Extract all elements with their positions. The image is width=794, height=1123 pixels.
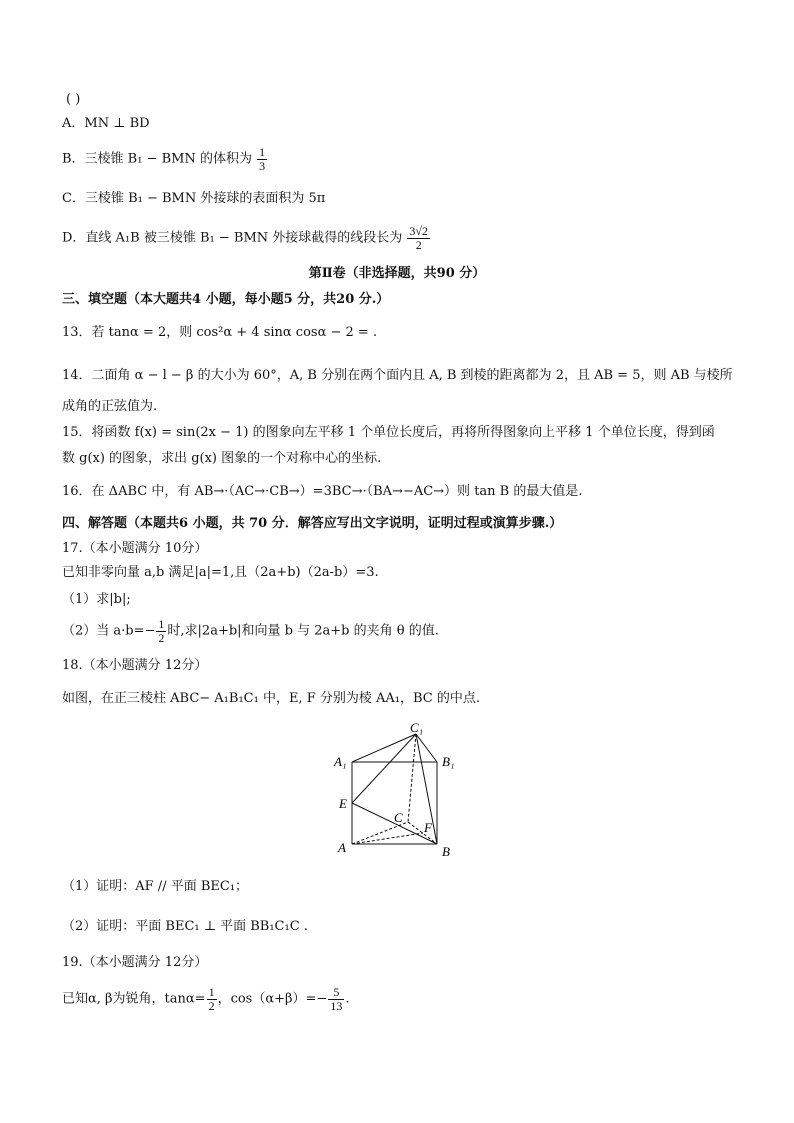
- question-14-line1: 14．二面角 α − l − β 的大小为 60°，A, B 分别在两个面内且 A, B 到棱的距离都为 2，且 AB = 5，则 AB 与棱所: [62, 368, 733, 383]
- question-13: 13．若 tanα = 2，则 cos²α + 4 sinα cosα − 2 = .: [62, 325, 378, 340]
- fraction-numerator: 5: [328, 986, 344, 1000]
- part2-title: 第Ⅱ卷（非选择题，共90 分）: [308, 266, 486, 281]
- label-c: C: [394, 810, 403, 825]
- q12-paren: ( ): [66, 92, 81, 107]
- q19-prefix: 已知α, β为锐角，tanα=: [62, 991, 206, 1007]
- fraction-numerator: 1: [259, 145, 266, 159]
- fraction-denominator: 3: [259, 158, 266, 173]
- q17-part2-prefix: （2）当 a·b=−: [62, 623, 156, 639]
- q19-suffix: .: [345, 991, 350, 1007]
- fraction-denominator: 13: [330, 998, 343, 1013]
- q18-stem: 如图，在正三棱柱 ABC− A₁B₁C₁ 中，E, F 分别为棱 AA₁，BC 的中点.: [62, 691, 480, 706]
- fraction-numerator: 1: [208, 985, 215, 999]
- q19-stem: [62, 986, 349, 1012]
- q18-part2: （2）证明：平面 BEC₁ ⊥ 平面 BB₁C₁C .: [62, 919, 308, 934]
- q12-option-d-fraction: [407, 225, 430, 251]
- label-a: A: [338, 840, 346, 855]
- fraction-numerator: 1: [158, 617, 165, 631]
- fraction-denominator: 2: [208, 998, 215, 1013]
- q12-option-d-text: D．直线 A₁B 被三棱锥 B₁ − BMN 外接球截得的线段长为: [62, 230, 403, 246]
- prism-figure: [330, 722, 470, 867]
- fraction-numerator: 3√2: [409, 224, 429, 238]
- section4-title: 四、解答题（本题共6 小题，共 70 分．解答应写出文字说明，证明过程或演算步骤.）: [62, 516, 563, 531]
- q12-option-d: [62, 225, 431, 251]
- q19-header: 19.（本小题满分 12分）: [62, 955, 208, 970]
- q18-part1: （1）证明：AF // 平面 BEC₁；: [62, 879, 249, 894]
- q12-option-b-fraction: [257, 146, 267, 172]
- fraction-denominator: 2: [415, 237, 422, 252]
- q17-part1: （1）求|b|;: [62, 592, 131, 607]
- q17-header: 17.（本小题满分 10分）: [62, 541, 208, 556]
- question-14-line2: 成角的正弦值为.: [62, 399, 158, 414]
- label-b: B: [442, 844, 450, 859]
- q12-option-b: [62, 146, 268, 172]
- label-f: F: [424, 820, 432, 835]
- q17-part2: [62, 618, 439, 644]
- fraction-denominator: 2: [158, 630, 165, 645]
- q18-header: 18.（本小题满分 12分）: [62, 658, 208, 673]
- q19-fraction-tan: [207, 986, 217, 1012]
- q17-part2-suffix: 时,求|2a+b|和向量 b 与 2a+b 的夹角 θ 的值.: [167, 623, 439, 639]
- q12-option-c: C．三棱锥 B₁ − BMN 外接球的表面积为 5π: [62, 191, 326, 206]
- q19-middle: ，cos（α+β）=−: [217, 991, 328, 1007]
- question-15-line2: 数 g(x) 的图象，求出 g(x) 图象的一个对称中心的坐标.: [62, 451, 382, 466]
- q19-fraction-cos: [328, 986, 344, 1012]
- section3-title: 三、填空题（本大题共4 小题，每小题5 分，共20 分.）: [62, 292, 390, 307]
- label-c1: C₁: [410, 722, 424, 735]
- q12-option-a: A．MN ⊥ BD: [62, 116, 150, 131]
- label-e: E: [339, 796, 347, 811]
- q17-stem: 已知非零向量 a,b 满足|a|=1,且（2a+b)（2a-b）=3.: [62, 565, 379, 580]
- question-15-line1: 15．将函数 f(x) = sin(2x − 1) 的图象向左平移 1 个单位长度后，再将所得图象向上平移 1 个单位长度，得到函: [62, 425, 715, 440]
- q17-part2-fraction: [156, 618, 166, 644]
- q12-option-b-text: B．三棱锥 B₁ − BMN 的体积为: [62, 151, 252, 167]
- label-b1: B₁: [442, 754, 455, 769]
- label-a1: A₁: [334, 754, 347, 769]
- question-16: 16．在 ΔABC 中，有 AB→·（AC→·CB→）=3BC→·（BA→−AC→）则 tan B 的最大值是.: [62, 484, 583, 499]
